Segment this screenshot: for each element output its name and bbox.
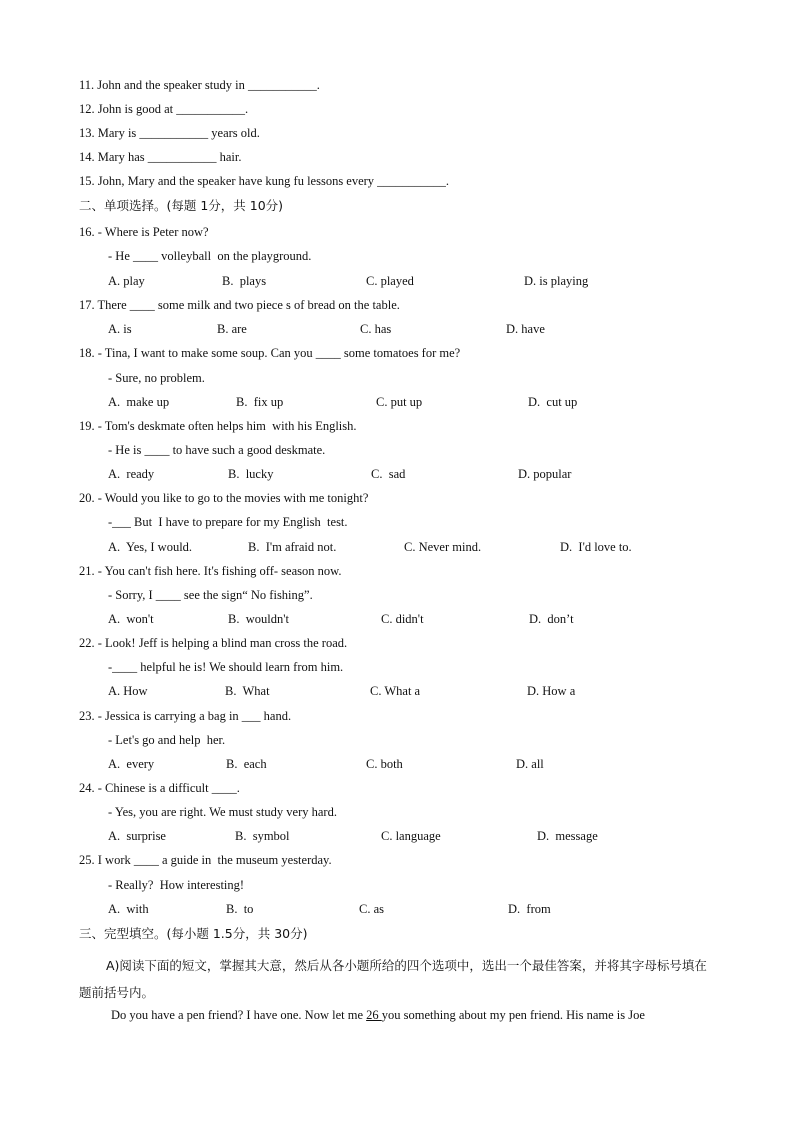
question-25-sub: - Really? How interesting! <box>108 878 245 892</box>
q19-option-c: C. sad <box>371 467 406 481</box>
q20-option-b: B. I'm afraid not. <box>248 540 337 554</box>
q25-option-c: C. as <box>359 902 384 916</box>
q18-option-b: B. fix up <box>236 395 284 409</box>
question-25-stem: 25. I work ____ a guide in the museum yesterday. <box>79 853 332 867</box>
q16-option-c: C. played <box>366 274 414 288</box>
fill-item-13: 13. Mary is ___________ years old. <box>79 126 260 140</box>
question-22-stem: 22. - Look! Jeff is helping a blind man cross the road. <box>79 636 348 650</box>
fill-item-12: 12. John is good at ___________. <box>79 102 249 116</box>
q21-option-d: D. don’t <box>529 612 574 626</box>
q22-option-d: D. How a <box>527 684 576 698</box>
fill-item-14: 14. Mary has ___________ hair. <box>79 150 242 164</box>
q24-option-a: A. surprise <box>108 829 166 843</box>
question-21-sub: - Sorry, I ____ see the sign“ No fishing”. <box>108 588 313 602</box>
q24-option-c: C. language <box>381 829 441 843</box>
question-21-stem: 21. - You can't fish here. It's fishing off- season now. <box>79 564 342 578</box>
blank-26: 26 <box>366 1008 382 1022</box>
section-2-title: 二、单项选择。(每题 1分，共 10分) <box>79 198 284 213</box>
q20-option-d: D. I'd love to. <box>560 540 632 554</box>
fill-item-15: 15. John, Mary and the speaker have kung fu lessons every ___________. <box>79 174 450 188</box>
question-16-stem: 16. - Where is Peter now? <box>79 225 209 239</box>
q23-option-c: C. both <box>366 757 403 771</box>
question-23-stem: 23. - Jessica is carrying a bag in ___ hand. <box>79 709 292 723</box>
q20-option-a: A. Yes, I would. <box>108 540 193 554</box>
q17-option-a: A. is <box>108 322 132 336</box>
section-3-instructions: A)阅读下面的短文，掌握其大意，然后从各小题所给的四个选项中，选出一个最佳答案，并将其字母标号填在题前括号内。 <box>79 958 707 1000</box>
q24-option-b: B. symbol <box>235 829 290 843</box>
q25-option-b: B. to <box>226 902 254 916</box>
question-23-sub: - Let's go and help her. <box>108 733 226 747</box>
q21-option-c: C. didn't <box>381 612 424 626</box>
q16-option-a: A. play <box>108 274 145 288</box>
section-3-title: 三、完型填空。(每小题 1.5分，共 30分) <box>79 926 308 941</box>
q16-option-b: B. plays <box>222 274 267 288</box>
fill-item-11: 11. John and the speaker study in ___________. <box>79 78 320 92</box>
q18-option-a: A. make up <box>108 395 170 409</box>
q24-option-d: D. message <box>537 829 598 843</box>
q21-option-b: B. wouldn't <box>228 612 289 626</box>
question-24-stem: 24. - Chinese is a difficult ____. <box>79 781 240 795</box>
passage-text-before: Do you have a pen friend? I have one. Now let me <box>111 1008 367 1022</box>
q21-option-a: A. won't <box>108 612 154 626</box>
question-20-sub: -___ But I have to prepare for my English test. <box>108 515 348 529</box>
q22-option-c: C. What a <box>370 684 421 698</box>
q18-option-c: C. put up <box>376 395 423 409</box>
q17-option-b: B. are <box>217 322 247 336</box>
q22-option-a: A. How <box>108 684 148 698</box>
question-16-sub: - He ____ volleyball on the playground. <box>108 249 312 263</box>
q23-option-d: D. all <box>516 757 544 771</box>
question-17-stem: 17. There ____ some milk and two piece s of bread on the table. <box>79 298 400 312</box>
q19-option-d: D. popular <box>518 467 572 481</box>
q18-option-d: D. cut up <box>528 395 578 409</box>
q22-option-b: B. What <box>225 684 270 698</box>
q23-option-a: A. every <box>108 757 155 771</box>
q17-option-d: D. have <box>506 322 545 336</box>
question-22-sub: -____ helpful he is! We should learn from him. <box>108 660 344 674</box>
question-18-sub: - Sure, no problem. <box>108 371 205 385</box>
q23-option-b: B. each <box>226 757 267 771</box>
passage-paragraph <box>79 1007 719 1023</box>
q20-option-c: C. Never mind. <box>404 540 482 554</box>
question-18-stem: 18. - Tina, I want to make some soup. Can you ____ some tomatoes for me? <box>79 346 461 360</box>
passage-text-after: you something about my pen friend. His name is Joe <box>381 1008 645 1022</box>
q17-option-c: C. has <box>360 322 392 336</box>
q25-option-a: A. with <box>108 902 149 916</box>
question-20-stem: 20. - Would you like to go to the movies with me tonight? <box>79 491 369 505</box>
q19-option-a: A. ready <box>108 467 155 481</box>
question-24-sub: - Yes, you are right. We must study very hard. <box>108 805 337 819</box>
question-19-sub: - He is ____ to have such a good deskmate. <box>108 443 326 457</box>
q16-option-d: D. is playing <box>524 274 589 288</box>
question-19-stem: 19. - Tom's deskmate often helps him with his English. <box>79 419 357 433</box>
q19-option-b: B. lucky <box>228 467 274 481</box>
q25-option-d: D. from <box>508 902 551 916</box>
